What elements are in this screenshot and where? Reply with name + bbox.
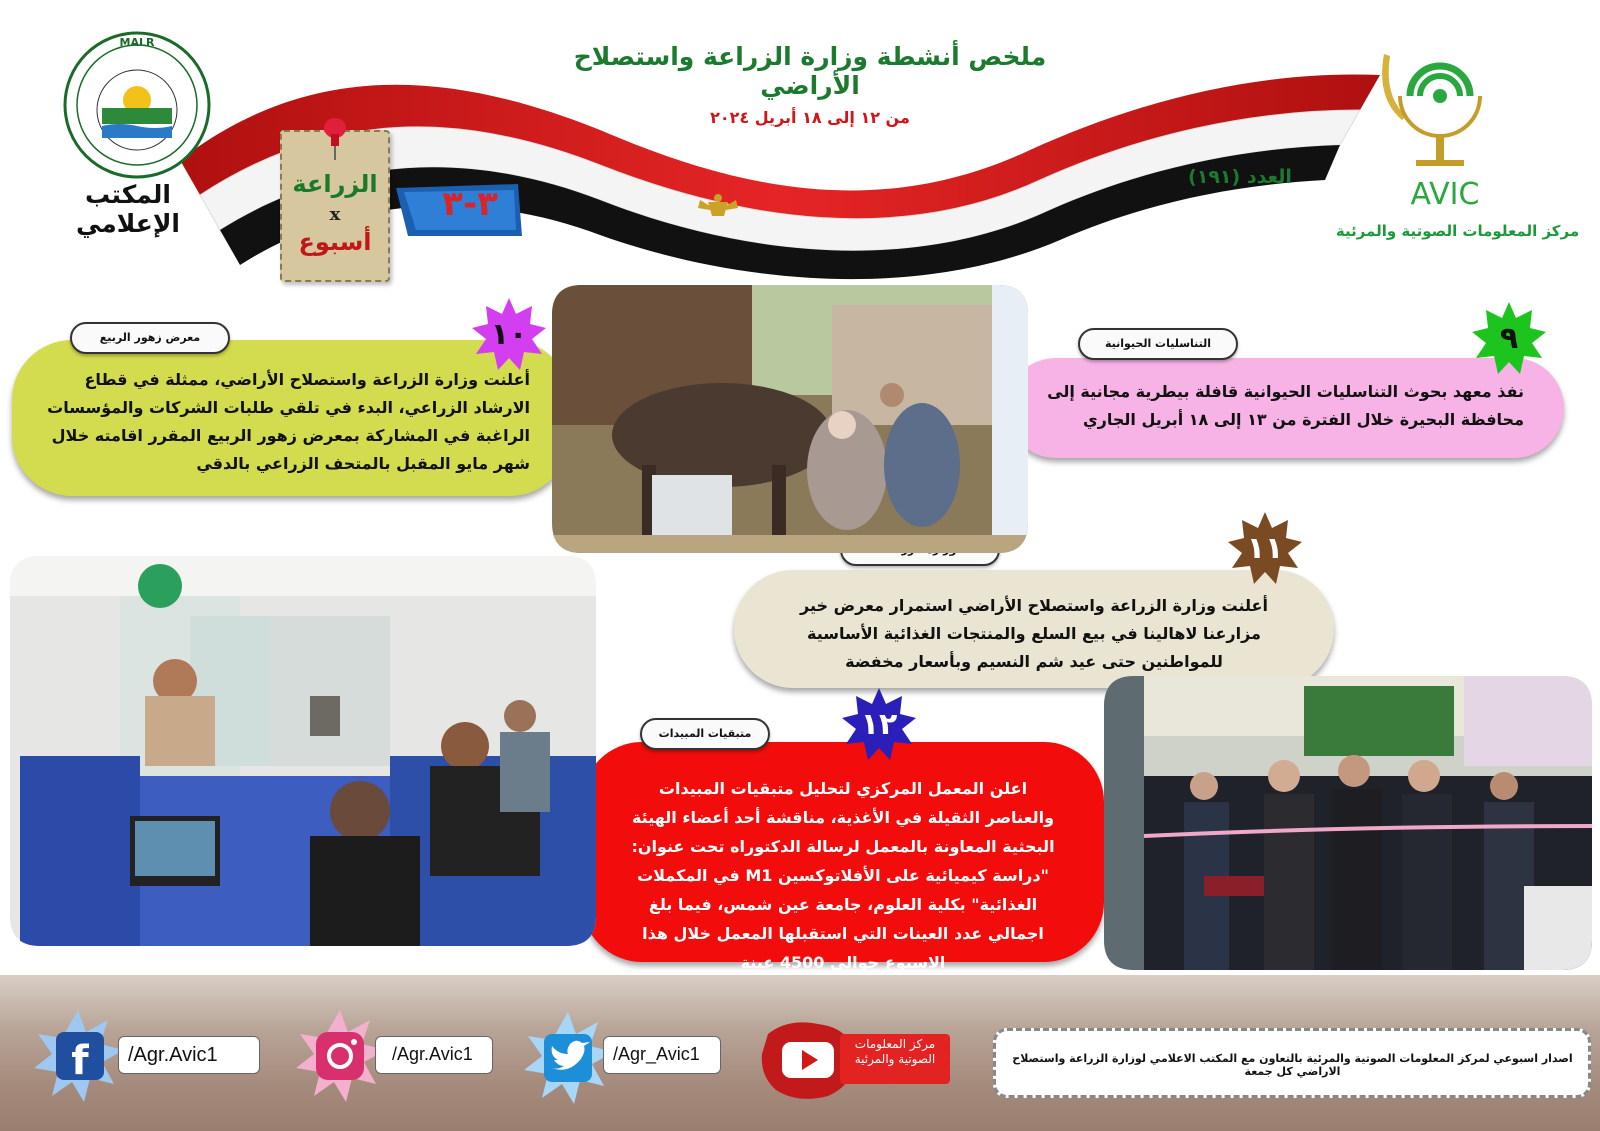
facebook-handle[interactable]: /Agr.Avic1 (128, 1044, 218, 1066)
issue-number: العدد (١٩١) (1188, 166, 1292, 188)
news-text: اعلن المعمل المركزي لتحليل متبقيات المبيدات والعناصر الثقيلة في الأغذية، مناقشة أحد أعضاء الهيئة البحثية المعاونة بالمعمل لرسالة الدكتوراه تحت عنوان: "دراسة كيميائية على الأفلاتوكسين M1 في المكملات الغذائية" بكلية العلوم، جامعة عين شمس، فيما بلغ اجمالي عدد العينات التي استقبلها المعمل خلال هذا الاسبوع حوالي 4500 عينة (631, 779, 1055, 972)
exhibition-opening-photo (1104, 676, 1592, 970)
news-number: ١٠ (490, 317, 528, 352)
news-text: أعلنت وزارة الزراعة واستصلاح الأراضي استمرار معرض خير مزارعنا لاهالينا في بيع السلع والمنتجات الغذائية الأساسية للمواطنين حتى عيد شم النسيم وبأسعار مخفضة (800, 596, 1268, 671)
news-number: ٩ (1499, 321, 1519, 356)
malr-logo (62, 30, 212, 180)
lab-reception-photo (10, 556, 596, 946)
push-pin-icon (315, 116, 355, 162)
tag-week: أسبوع (298, 228, 372, 256)
svg-text:f: f (71, 1038, 89, 1084)
footer-note: اصدار اسبوعي لمركز المعلومات الصوتية والمرئية بالتعاون مع المكتب الاعلامي لوزارة الزراعة واستصلاح الاراضي كل جمعة (1012, 1052, 1573, 1078)
news-label: معرض زهور الربيع (70, 322, 230, 354)
news-number: ١٢ (860, 707, 898, 742)
youtube-channel-label[interactable]: مركز المعلومات الصوتية والمرئية (840, 1034, 950, 1084)
date-range: من ١٢ إلى ١٨ أبريل ٢٠٢٤ (710, 108, 910, 127)
news-text: أعلنت وزارة الزراعة واستصلاح الأراضي، ممثلة في قطاع الارشاد الزراعي، البدء في تلقي طلبات الشركات والمؤسسات الراغبة في المشاركة بمعرض زهور الربيع المقرر اقامته خلال شهر مايو المقبل بالمتحف الزراعي بالدقي (47, 370, 530, 473)
news-number: ١١ (1246, 531, 1284, 566)
page-number: ٣-٣ (442, 184, 498, 224)
veterinary-caravan-photo (552, 285, 1028, 553)
news-label: التناسليات الحيوانية (1078, 328, 1238, 360)
page-title: ملخص أنشطة وزارة الزراعة واستصلاح الأراضي (573, 42, 1047, 100)
svg-text:AVIC: AVIC (1410, 177, 1480, 212)
tag-x: x (329, 204, 341, 225)
twitter-handle[interactable]: /Agr_Avic1 (613, 1044, 700, 1064)
news-label: متبقيات المبيدات (640, 718, 770, 750)
news-text: نفذ معهد بحوث التناسليات الحيوانية قافلة بيطرية مجانية إلى محافظة البحيرة خلال الفترة من ١٣ إلى ١٨ أبريل الجاري (1047, 382, 1524, 429)
tag-agriculture: الزراعة (292, 170, 378, 198)
instagram-handle[interactable]: /Agr.Avic1 (392, 1044, 473, 1064)
svg-text:MALR: MALR (119, 36, 155, 49)
media-office-label: المكتب الإعلامي (75, 180, 181, 238)
avic-name: مركز المعلومات الصوتية والمرئية (1335, 222, 1580, 240)
news-item-12 (582, 742, 1104, 972)
facebook-icon[interactable] (28, 1006, 128, 1106)
avic-logo (1380, 36, 1510, 216)
